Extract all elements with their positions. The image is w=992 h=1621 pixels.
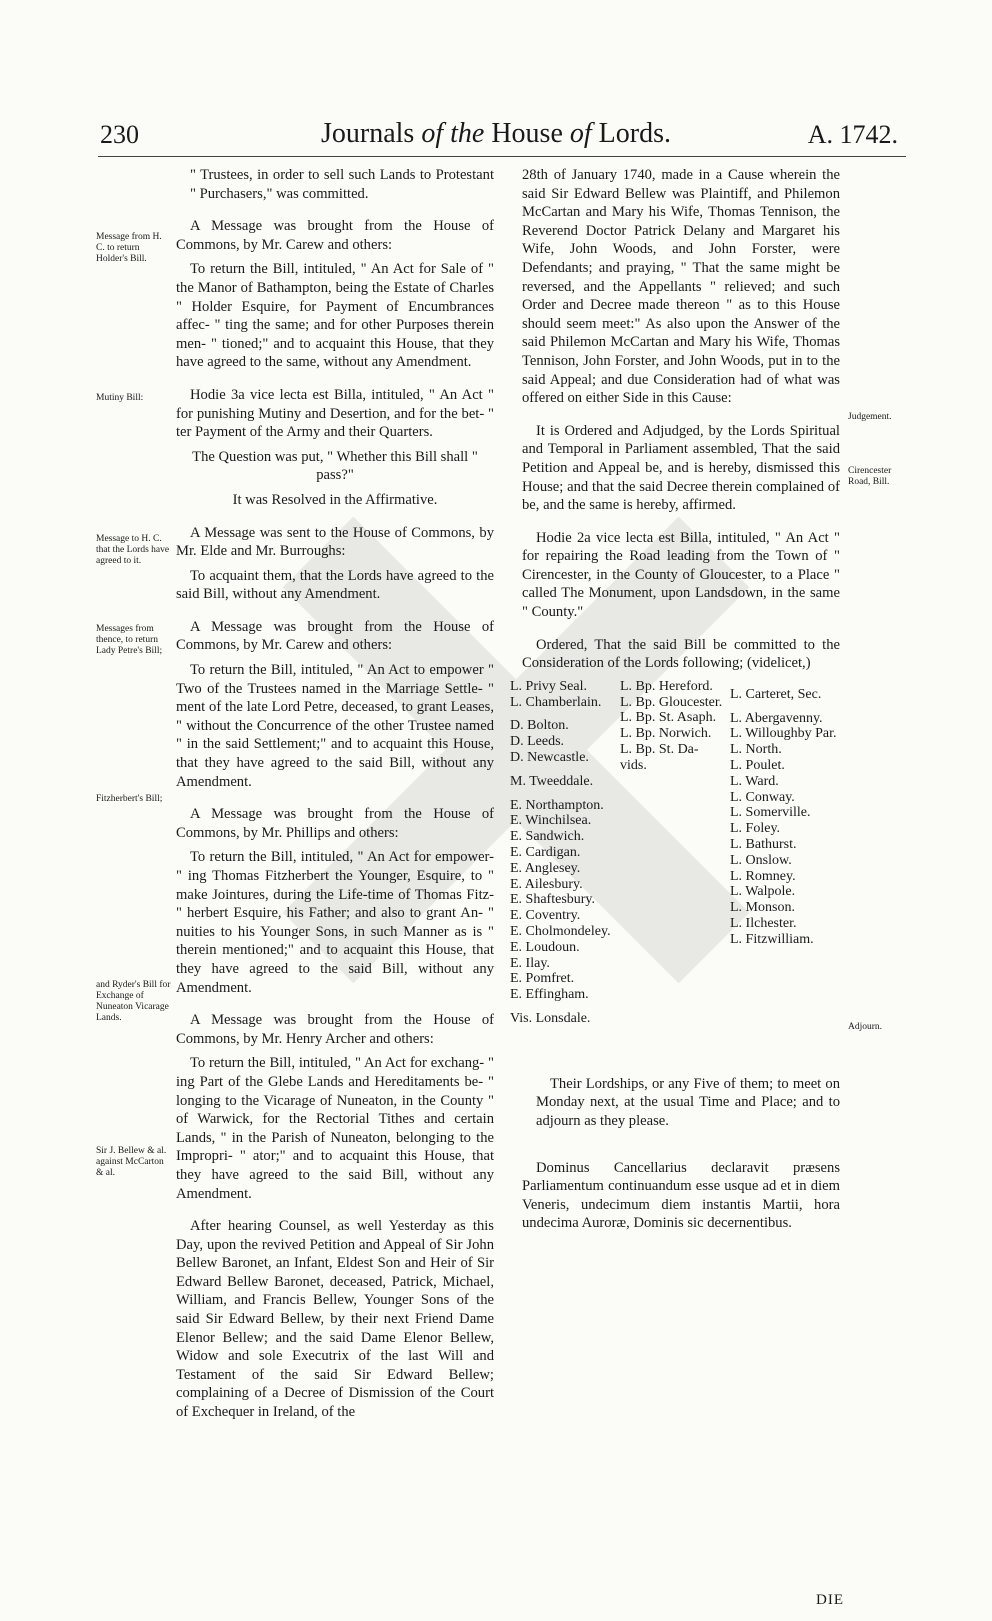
page-number: 230 xyxy=(100,120,139,149)
paragraph: Hodie 2a vice lecta est Billa, intituled, " An Act " for repairing the Road leading from the Town of " Cirencester, in the County of Gloucester, to a Place " called The Monument, upon Landsdown, in the same " County." xyxy=(522,529,840,621)
lord-name: L. Conway. xyxy=(730,789,795,805)
paragraph: 28th of January 1740, made in a Cause wherein the said Sir Edward Bellew was Plaintiff, and Philemon McCartan and Mary his Wife, Thomas Tennison, the Reverend Doctor Patrick Delany and Margaret his Wife, John Woods, and John Forster, were Defendants; and praying, " That the same might be reversed, and the Appellants " relieved; and such Order and Decree made thereon " as to this House should seem meet:" As also upon the Answer of the said Philemon McCartan and Mary his Wife, Thomas Tennison, John Forster, and John Woods, put in to the said Appeal; and due Consideration had of what was offered on either Side in this Cause: xyxy=(522,167,840,407)
paragraph: To return the Bill, intituled, " An Act for Sale of " the Manor of Bathampton, being the Estate of Charles " Holder Esquire, for Payment of Encumbrances affec- " ting the same; and for other Purposes therein men- " tioned;" and to acquaint this House, that they have agreed to the same, without any Amendment. xyxy=(176,261,494,371)
margin-note-adjourn: Adjourn. xyxy=(848,1022,883,1032)
lord-name: E. Anglesey. xyxy=(510,860,581,876)
margin-note-message-lords: Message to H. C. that the Lords have agreed to it. xyxy=(96,534,170,566)
lords-column-3 xyxy=(730,679,837,948)
lord-name: E. Sandwich. xyxy=(510,829,585,845)
lord-name: E. Loudoun. xyxy=(510,939,580,955)
margin-note-cirencester: Cirencester Road, Bill. xyxy=(848,466,892,487)
lord-name: L. Willoughby Par. xyxy=(730,726,837,742)
paragraph: It was Resolved in the Affirmative. xyxy=(232,491,438,508)
list-spacer xyxy=(510,766,611,774)
lord-name: L. Bp. Norwich. xyxy=(620,726,712,742)
lord-name: L. Fitzwilliam. xyxy=(730,931,814,947)
lord-name: L. Bp. Hereford. xyxy=(620,678,713,694)
lord-name: L. Monson. xyxy=(730,900,795,916)
paragraph: A Message was brought from the House of Commons, by Mr. Phillips and others: xyxy=(176,806,494,841)
lord-name: L. Somerville. xyxy=(730,805,811,821)
paragraph: It is Ordered and Adjudged, by the Lords Spiritual and Temporal in Parliament assembled, That the said Petition and Appeal be, and is hereby, dismissed this House; and that the said Decree therein complained of be, and the same is hereby, affirmed. xyxy=(522,422,840,514)
paragraph: After hearing Counsel, as well Yesterday as this Day, upon the revived Petition and Appeal of Sir John Bellew Baronet, an Infant, Eldest Son and Heir of Sir Edward Bellew Baronet, deceased, Patrick, Michael, William, and Francis Bellew, Younger Sons of the said Sir Edward Bellew, by their next Friend Dame Elenor Bellew; and the said Dame Elenor Bellew, Widow and sole Executrix of the last Will and Testament of the said Sir Edward Bellew; complaining of a Decree of Dismission of the Court of Exchequer in Ireland, of the xyxy=(176,1218,494,1421)
lord-name: L. Abergavenny. xyxy=(730,710,823,726)
left-column xyxy=(176,166,494,1422)
lord-name: L. Poulet. xyxy=(730,758,785,774)
lord-name: L. Chamberlain. xyxy=(510,694,602,710)
paragraph: Ordered, That the said Bill be committed to the Consideration of the Lords following; (videlicet,) xyxy=(522,636,840,672)
lord-name: D. Newcastle. xyxy=(510,750,589,766)
lord-name: L. Onslow. xyxy=(730,852,792,868)
paragraph: A Message was brought from the House of Commons, by Mr. Carew and others: xyxy=(176,218,494,253)
lord-name: L. North. xyxy=(730,742,782,758)
lord-name: L. Romney. xyxy=(730,868,796,884)
lord-name: L. Ward. xyxy=(730,773,779,789)
lord-name: L. Carteret, Sec. xyxy=(730,686,822,702)
header-rule xyxy=(98,156,906,157)
paragraph: A Message was sent to the House of Commons, by Mr. Elde and Mr. Burroughs: xyxy=(176,524,494,560)
lords-column-2 xyxy=(620,679,722,774)
lord-name: E. Winchilsea. xyxy=(510,813,592,829)
lord-name: L. Bp. St. Da- xyxy=(620,742,699,758)
catchword: DIE xyxy=(816,1592,844,1608)
paragraph: To return the Bill, intituled, " An Act for empower- " ing Thomas Fitzherbert the Younger, Esquire, to " make Jointures, during the Life-time of Thomas Fitz- " herbert Esquire, his Father; and also to grant An- " nuities to his Younger Sons, in such Manner as is " therein mentioned;" and to acquaint this House, that they have agreed to the said Bill, without any Amendment. xyxy=(176,849,494,996)
lord-name: L. Bp. Gloucester. xyxy=(620,694,723,710)
list-spacer xyxy=(510,710,611,718)
lord-name: D. Leeds. xyxy=(510,734,565,750)
paragraph: To return the Bill, intituled, " An Act for exchang- " ing Part of the Glebe Lands and Hereditaments be- " longing to the Vicarage of Nuneaton, in the County " of Warwick, for the Rectorial Tithes and certain Lands, " in the Parish of Nuneaton, belonging to the Impropri- " ator;" and to acquaint this House, that they have agreed to the said Bill, without any Amendment. xyxy=(176,1055,494,1202)
lord-name: E. Cardigan. xyxy=(510,845,581,861)
list-spacer xyxy=(730,703,837,711)
lord-name: L. Walpole. xyxy=(730,884,796,900)
margin-note-petre: Messages from thence, to return Lady Petre's Bill; xyxy=(96,624,163,656)
lord-name: E. Ilay. xyxy=(510,955,550,971)
lord-name: M. Tweeddale. xyxy=(510,773,594,789)
page-year: A. 1742. xyxy=(807,120,898,149)
paragraph: A Message was brought from the House of Commons, by Mr. Henry Archer and others: xyxy=(176,1012,494,1047)
lord-name: vids. xyxy=(620,757,647,773)
lord-name: L. Ilchester. xyxy=(730,916,797,931)
lords-column-1 xyxy=(510,679,611,1027)
lord-name: E. Cholmondeley. xyxy=(510,924,611,939)
lord-name: E. Northampton. xyxy=(510,797,604,813)
paragraph: The Question was put, " Whether this Bill shall " pass?" xyxy=(192,448,478,484)
list-spacer xyxy=(730,679,837,687)
paragraph: To acquaint them, that the Lords have agreed to the said Bill, without any Amendment. xyxy=(176,567,494,603)
committee-lords-list xyxy=(510,678,840,1026)
paragraph: " Trustees, in order to sell such Lands to Protestant " Purchasers," was committed. xyxy=(190,167,494,202)
right-column xyxy=(510,166,840,1233)
margin-note-ryder: and Ryder's Bill for Exchange of Nuneaton Vicarage Lands. xyxy=(96,980,171,1023)
paragraph: A Message was brought from the House of Commons, by Mr. Carew and others: xyxy=(176,618,494,654)
paragraph: To return the Bill, intituled, " An Act to empower " Two of the Trustees named in the Marriage Settle- " ment of the late Lord Petre, deceased, to grant Leases, " without the Concurrence of the other Trustee named " in the said Settlement;" and to acquaint this House, that they have agreed to the said Bill, without any Amendment. xyxy=(176,662,494,790)
list-spacer xyxy=(510,1003,611,1011)
margin-note-mutiny: Mutiny Bill: xyxy=(96,393,144,403)
lord-name: L. Bp. St. Asaph. xyxy=(620,710,717,726)
margin-note-judgement: Judgement. xyxy=(848,412,892,422)
paragraph: Dominus Cancellarius declaravit præsens Parliamentum continuandum esse usque ad et in diem Veneris, undecimum diem instantis Martii, hora undecima Auroræ, Dominis sic decernentibus. xyxy=(522,1159,840,1232)
lord-name: E. Pomfret. xyxy=(510,971,575,987)
margin-note-bellew: Sir J. Bellew & al. against McCarton & al. xyxy=(96,1146,167,1178)
margin-note-fitzherbert: Fitzherbert's Bill; xyxy=(96,794,163,804)
page-header xyxy=(0,118,992,158)
lord-name: Vis. Lonsdale. xyxy=(510,1010,591,1026)
lord-name: E. Ailesbury. xyxy=(510,876,583,892)
lord-name: D. Bolton. xyxy=(510,718,569,734)
paragraph: Hodie 3a vice lecta est Billa, intituled, " An Act " for punishing Mutiny and Desertion, and for the bet- " ter Payment of the Army and their Quarters. xyxy=(176,386,494,441)
lord-name: L. Foley. xyxy=(730,821,781,837)
list-spacer xyxy=(510,790,611,798)
running-title: Journals of the House of Lords. xyxy=(321,118,671,149)
lord-name: L. Privy Seal. xyxy=(510,678,587,694)
margin-note-holder: Message from H. C. to return Holder's Bill. xyxy=(96,232,162,264)
lord-name: E. Shaftesbury. xyxy=(510,892,596,908)
lord-name: E. Effingham. xyxy=(510,987,589,1003)
lord-name: E. Coventry. xyxy=(510,908,581,924)
paragraph: Their Lordships, or any Five of them; to meet on Monday next, at the usual Time and Place; and to adjourn as they please. xyxy=(536,1075,840,1130)
lord-name: L. Bathurst. xyxy=(730,837,797,853)
